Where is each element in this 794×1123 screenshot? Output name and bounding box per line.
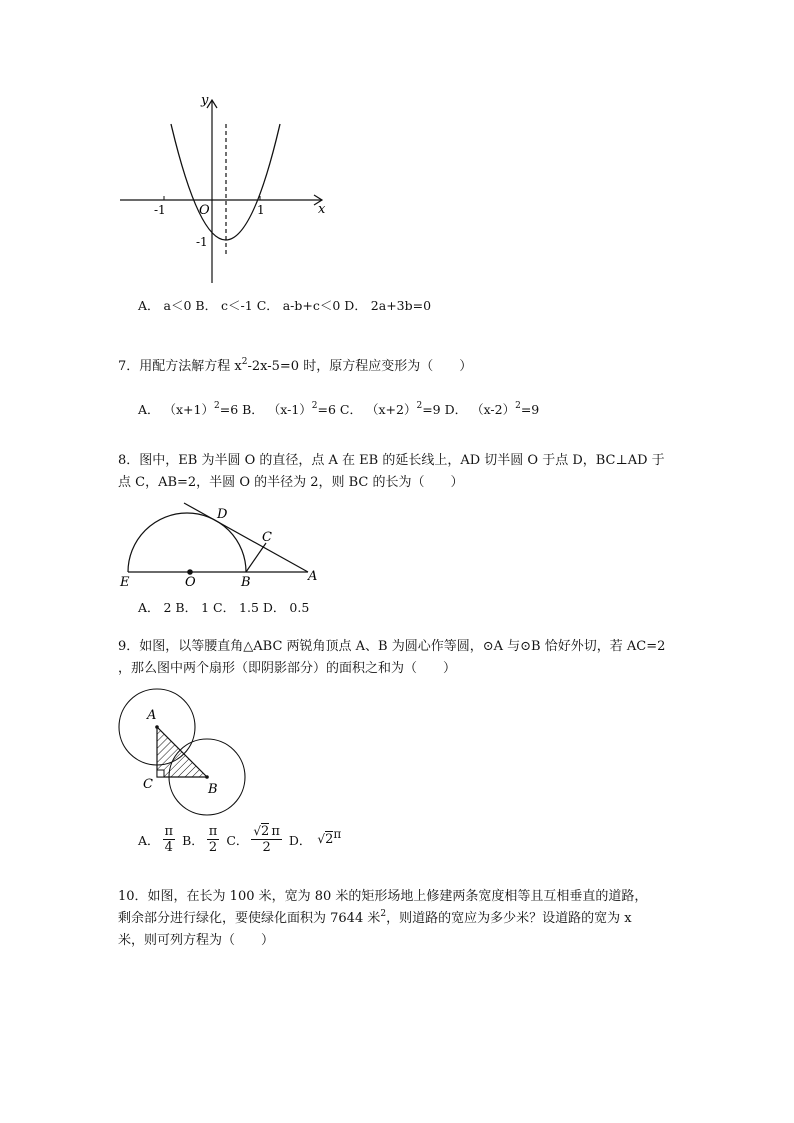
label-o: O [185,575,196,590]
q9-opt-d-value [317,827,342,847]
q6-options: A． a＜0 B． c＜-1 C． a-b+c＜0 D． 2a+3b=0 [138,298,432,313]
sqrt-icon: √ [253,824,262,838]
q7-opt-d: =9 D． （x-2） [422,402,516,417]
label-b: B [208,782,218,797]
q8-stem-line1: 8．图中，EB 为半圆 O 的直径，点 A 在 EB 的延长线上，AD 切半圆 O 于点 D，BC⊥AD 于 [118,453,665,468]
q9-stem-line1: 9．如图，以等腰直角△ABC 两锐角顶点 A、B 为圆心作等圆，⊙A 与⊙B 恰好外切，若 AC=2 [118,639,666,654]
q10-line2-b: ，则道路的宽应为多少米？设道路的宽为 x [386,911,632,926]
q7-opt-b: =6 B． （x-1） [219,402,312,417]
q9-opt-b-fraction [207,824,220,855]
q9-opt-c-den: 2 [262,840,271,855]
q9-opt-c-num [251,824,281,840]
q9-opt-b-label: B． [182,832,204,848]
q9-opt-d-pi: π [333,827,342,841]
q8-stem-line2: 点 C，AB=2，半圆 O 的半径为 2，则 BC 的长为（ ） [118,475,464,490]
label-d: D [217,507,228,522]
segment-bc [246,543,266,572]
q7-stem [118,356,472,378]
q7-opt-c-sup: 2 [416,401,423,411]
q9-opt-c-label: C． [226,832,249,848]
label-a: A [308,569,318,584]
center-point-o [187,569,193,575]
q9-opt-b-num: π [208,824,218,839]
point-b [205,775,209,779]
origin-label: O [199,203,210,218]
right-angle-mark [157,770,164,777]
tick-label-neg1: -1 [154,203,166,217]
q7-stem-a: 7．用配方法解方程 x [118,359,242,374]
q9-opt-c-radicand: 2 [261,824,270,839]
q9-opt-c-pi: π [271,824,280,839]
label-b: B [241,575,251,590]
q7-opt-end: =9 [520,402,540,417]
tangent-line-ad [184,503,308,572]
q7-stem-sup: 2 [241,357,248,367]
q8-options: A． 2 B． 1 C． 1.5 D． 0.5 [138,600,310,615]
label-c: C [262,530,272,545]
semicircle-arc [128,513,246,572]
q10-line2-a: 剩余部分进行绿化，要使绿化面积为 7644 米 [118,911,381,926]
q9-opt-b-den: 2 [208,840,218,855]
tick-label-1: 1 [257,203,265,217]
q7-stem-b: -2x-5=0 时，原方程应变形为（ ） [247,359,473,374]
q10-stem-line2 [118,908,632,930]
q9-opt-a-num: π [164,824,174,839]
q9-opt-c-fraction [251,824,281,855]
label-c: C [143,777,153,792]
q9-opt-a-den: 4 [164,840,173,855]
q9-stem-line2: ，那么图中两个扇形（即阴影部分）的面积之和为（ ） [118,661,457,676]
q9-options [138,824,341,855]
q7-opt-a: A． （x+1） [138,402,214,417]
q10-stem-line1: 10．如图，在长为 100 米，宽为 80 米的矩形场地上修建两条宽度相等且互相垂直的道路， [118,889,648,904]
q9-opt-a-label: A． [138,832,160,848]
label-a: A [147,708,157,723]
semicircle-figure [110,498,330,590]
point-a [155,725,159,729]
q10-stem-line3: 米，则可列方程为（ ） [118,933,275,948]
two-circles-figure [110,686,260,816]
x-axis-label: x [318,202,326,217]
y-tick-label-neg1: -1 [196,235,208,249]
q9-opt-d-label: D． [288,832,312,848]
sqrt-icon: √ [317,832,326,846]
label-e: E [120,575,130,590]
q7-opt-a-sup: 2 [213,401,220,411]
q9-opt-a-fraction [163,824,176,855]
q7-options [138,400,539,418]
q7-opt-b-sup: 2 [311,401,318,411]
q7-opt-d-sup: 2 [515,401,521,411]
q7-opt-c: =6 C． （x+2） [317,402,417,417]
q9-opt-d-radicand: 2 [325,832,334,847]
y-axis-label: y [201,93,209,108]
q10-line2-sup: 2 [380,909,387,919]
parabola-figure [110,88,340,288]
